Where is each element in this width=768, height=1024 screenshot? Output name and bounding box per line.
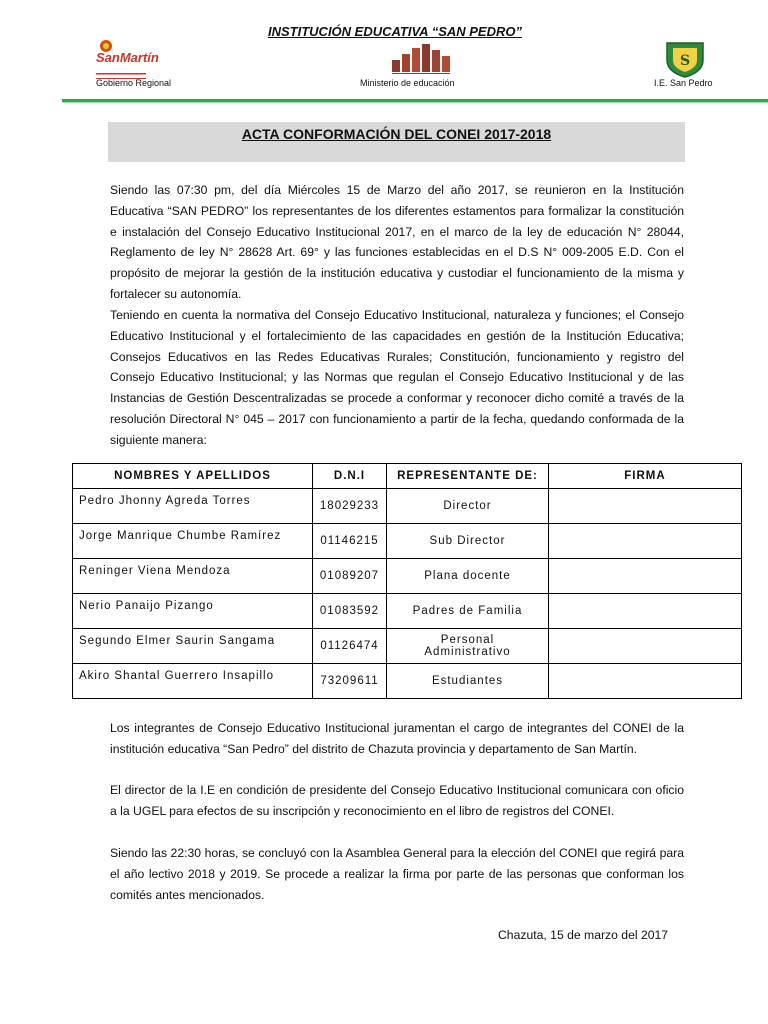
member-dni: 01083592: [313, 594, 387, 629]
table-row: [73, 524, 742, 559]
signature-cell[interactable]: [549, 594, 742, 629]
institution-title: INSTITUCIÓN EDUCATIVA “SAN PEDRO”: [268, 24, 522, 39]
signature-cell[interactable]: [549, 524, 742, 559]
svg-text:S: S: [679, 53, 691, 69]
col-header-name: NOMBRES Y APELLIDOS: [73, 464, 313, 489]
conei-members-table: [72, 463, 742, 699]
paragraph-5: Siendo las 22:30 horas, se concluyó con la Asamblea General para la elección del CONEI que regirá para el año lectivo 2018 y 2019. Se procede a realizar la firma por parte de las personas que conforman los comités antes mencionados.: [110, 846, 684, 902]
paragraph-3: Los integrantes de Consejo Educativo Institucional juramentan el cargo de integrantes del CONEI de la institución educativa “San Pedro” del distrito de Chazuta provincia y departamento de San Martín.: [110, 721, 684, 756]
member-name: Reninger Viena Mendoza: [73, 559, 313, 594]
col-header-dni: D.N.I: [313, 464, 387, 489]
member-role: Director: [387, 489, 549, 524]
table-row: [73, 629, 742, 664]
member-dni: 01126474: [313, 629, 387, 664]
signature-cell[interactable]: [549, 489, 742, 524]
member-role: Padres de Familia: [387, 594, 549, 629]
acta-title: ACTA CONFORMACIÓN DEL CONEI 2017-2018: [241, 126, 552, 142]
ministerio-logo: [390, 42, 454, 76]
col-header-firma: FIRMA: [549, 464, 742, 489]
ie-san-pedro-shield-icon: [664, 40, 706, 78]
sanmartin-brand-text: SanMartín: [96, 50, 159, 65]
ie-san-pedro-caption: I.E. San Pedro: [654, 78, 713, 88]
header-divider: [62, 99, 768, 103]
table-row: [73, 594, 742, 629]
member-name: Jorge Manrique Chumbe Ramírez: [73, 524, 313, 559]
signature-cell[interactable]: [549, 559, 742, 594]
ministerio-caption: Ministerio de educación: [360, 78, 455, 88]
paragraph-4: El director de la I.E en condición de presidente del Consejo Educativo Institucional comunicara con oficio a la UGEL para efectos de su inscripción y reconocimiento en el libro de registros del CONEI.: [110, 783, 684, 818]
col-header-rep: REPRESENTANTE DE:: [387, 464, 549, 489]
member-dni: 73209611: [313, 664, 387, 699]
table-row: [73, 664, 742, 699]
table-header-row: [73, 464, 742, 489]
member-role: Sub Director: [387, 524, 549, 559]
member-dni: 18029233: [313, 489, 387, 524]
member-role: Estudiantes: [387, 664, 549, 699]
table-row: [73, 489, 742, 524]
member-name: Nerio Panaijo Pizango: [73, 594, 313, 629]
table-row: [73, 559, 742, 594]
member-role: Plana docente: [387, 559, 549, 594]
member-dni: 01146215: [313, 524, 387, 559]
member-name: Segundo Elmer Saurin Sangama: [73, 629, 313, 664]
signature-cell[interactable]: [549, 664, 742, 699]
member-name: Akiro Shantal Guerrero Insapillo: [73, 664, 313, 699]
closing-date-location: Chazuta, 15 de marzo del 2017: [498, 928, 669, 942]
paragraph-1: Siendo las 07:30 pm, del día Miércoles 15 de Marzo del año 2017, se reunieron en la Institución Educativa “SAN PEDRO” los representantes de los diferentes estamentos para formalizar la constitución e instalación del Consejo Educativo Institucional 2017, en el marco de la ley de educación N° 28044, Reglamento de ley N° 28628 Art. 69° y las funciones establecidas en el D.S N° 009-2005 E.D. Con el propósito de mejorar la gestión de la institución educativa y custodiar el funcionamiento de la misma y fortalecer su autonomía.: [110, 183, 684, 301]
member-role: Personal Administrativo: [387, 629, 549, 664]
signature-cell[interactable]: [549, 629, 742, 664]
member-name: Pedro Jhonny Agreda Torres: [73, 489, 313, 524]
member-dni: 01089207: [313, 559, 387, 594]
paragraph-2: Teniendo en cuenta la normativa del Consejo Educativo Institucional, naturaleza y funciones; el Consejo Educativo Institucional y el fortalecimiento de las capacidades en gestión de la Institución Educativa; Consejos Educativos en las Redes Educativas Rurales; Constitución, funcionamiento y registro del Consejo Educativo Institucional; y las Normas que regulan el Consejo Educativo Institucional y de las Instancias de Gestión Descentralizadas se procede a conformar y reconocer dicho comité a través de la resolución Directoral N° 045 – 2017 con funcionamiento a partir de la fecha, quedando conformada de la siguiente manera:: [110, 308, 684, 447]
gobierno-regional-caption: Gobierno Regional: [96, 78, 172, 88]
